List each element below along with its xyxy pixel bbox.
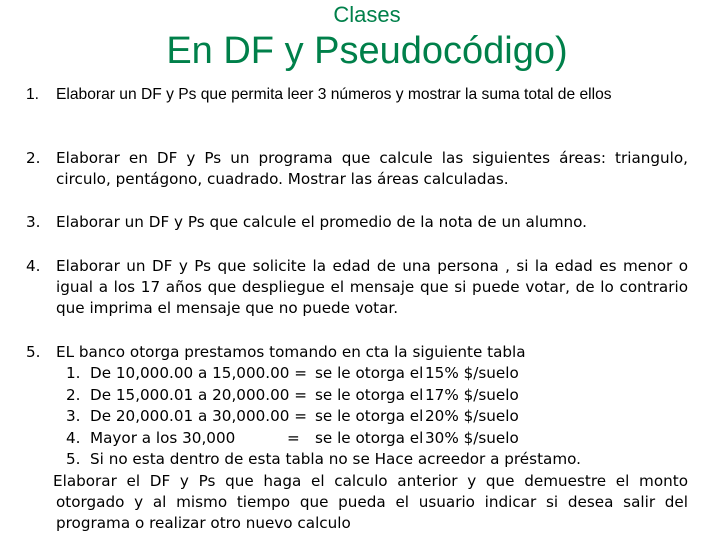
row-range: De 15,000.01 a 20,000.00 = bbox=[90, 385, 307, 404]
row-number: 2. bbox=[66, 385, 81, 404]
loan-row bbox=[56, 449, 688, 471]
row-range: De 20,000.01 a 30,000.00 = bbox=[90, 407, 307, 425]
row-grant: se le otorga el bbox=[315, 364, 424, 382]
list-item-3 bbox=[26, 212, 688, 233]
loan-row bbox=[56, 363, 688, 385]
page-subtitle: Clases bbox=[333, 2, 401, 27]
row-grant: se le otorga el bbox=[315, 428, 424, 447]
row-equals: = bbox=[287, 428, 300, 447]
item-number: 2. bbox=[26, 149, 41, 167]
item-body bbox=[56, 342, 688, 471]
list-item-4 bbox=[26, 256, 688, 319]
item-text: Elaborar un DF y Ps que permita leer 3 números y mostrar la suma total de ellos bbox=[56, 86, 612, 103]
loan-row bbox=[56, 428, 688, 450]
row-number: 5. bbox=[66, 450, 81, 468]
row-number: 1. bbox=[66, 364, 81, 382]
row-range: De 10,000.00 a 15,000.00 = bbox=[90, 364, 307, 382]
loan-row bbox=[56, 385, 688, 407]
row-number: 4. bbox=[66, 428, 81, 447]
loan-row bbox=[56, 406, 688, 428]
item-number: 4. bbox=[26, 257, 41, 275]
list-item-1 bbox=[26, 84, 688, 105]
item-intro: EL banco otorga prestamos tomando en cta la siguiente tabla bbox=[56, 343, 526, 361]
item-number: 1. bbox=[26, 86, 40, 103]
row-percent: 20% $/suelo bbox=[425, 407, 519, 425]
row-grant: se le otorga el bbox=[315, 407, 424, 425]
row-range: Mayor a los 30,000 bbox=[90, 428, 236, 447]
item-closing: Elaborar el DF y Ps que haga el calculo anterior y que demuestre el monto otorgado y al mismo tiempo que pueda el usuario indicar si desea salir del programa o realizar otro nuevo calculo bbox=[53, 471, 688, 532]
loan-table bbox=[56, 363, 688, 471]
item-text: Elaborar un DF y Ps que solicite la edad de una persona , si la edad es menor o igual a los 17 años que despliegue el mensaje que si puede votar, de lo contrario que imprima el mensaje que no puede votar. bbox=[56, 257, 688, 317]
item-text: Elaborar un DF y Ps que calcule el promedio de la nota de un alumno. bbox=[56, 213, 587, 231]
row-percent: 30% $/suelo bbox=[425, 428, 519, 447]
row-grant: se le otorga el bbox=[315, 385, 424, 404]
row-range: Si no esta dentro de esta tabla no se Hace acreedor a préstamo. bbox=[90, 450, 581, 468]
row-percent: 17% $/suelo bbox=[425, 385, 519, 404]
page-title: En DF y Pseudocódigo) bbox=[166, 30, 568, 72]
row-percent: 15% $/suelo bbox=[425, 364, 519, 382]
item-number: 5. bbox=[26, 343, 41, 361]
row-number: 3. bbox=[66, 407, 81, 425]
item-text: Elaborar en DF y Ps un programa que calcule las siguientes áreas: triangulo, circulo, pentágono, cuadrado. Mostrar las áreas calculadas. bbox=[56, 149, 688, 188]
item-number: 3. bbox=[26, 213, 41, 231]
list-item-5 bbox=[26, 342, 688, 534]
list-item-2 bbox=[26, 148, 688, 190]
